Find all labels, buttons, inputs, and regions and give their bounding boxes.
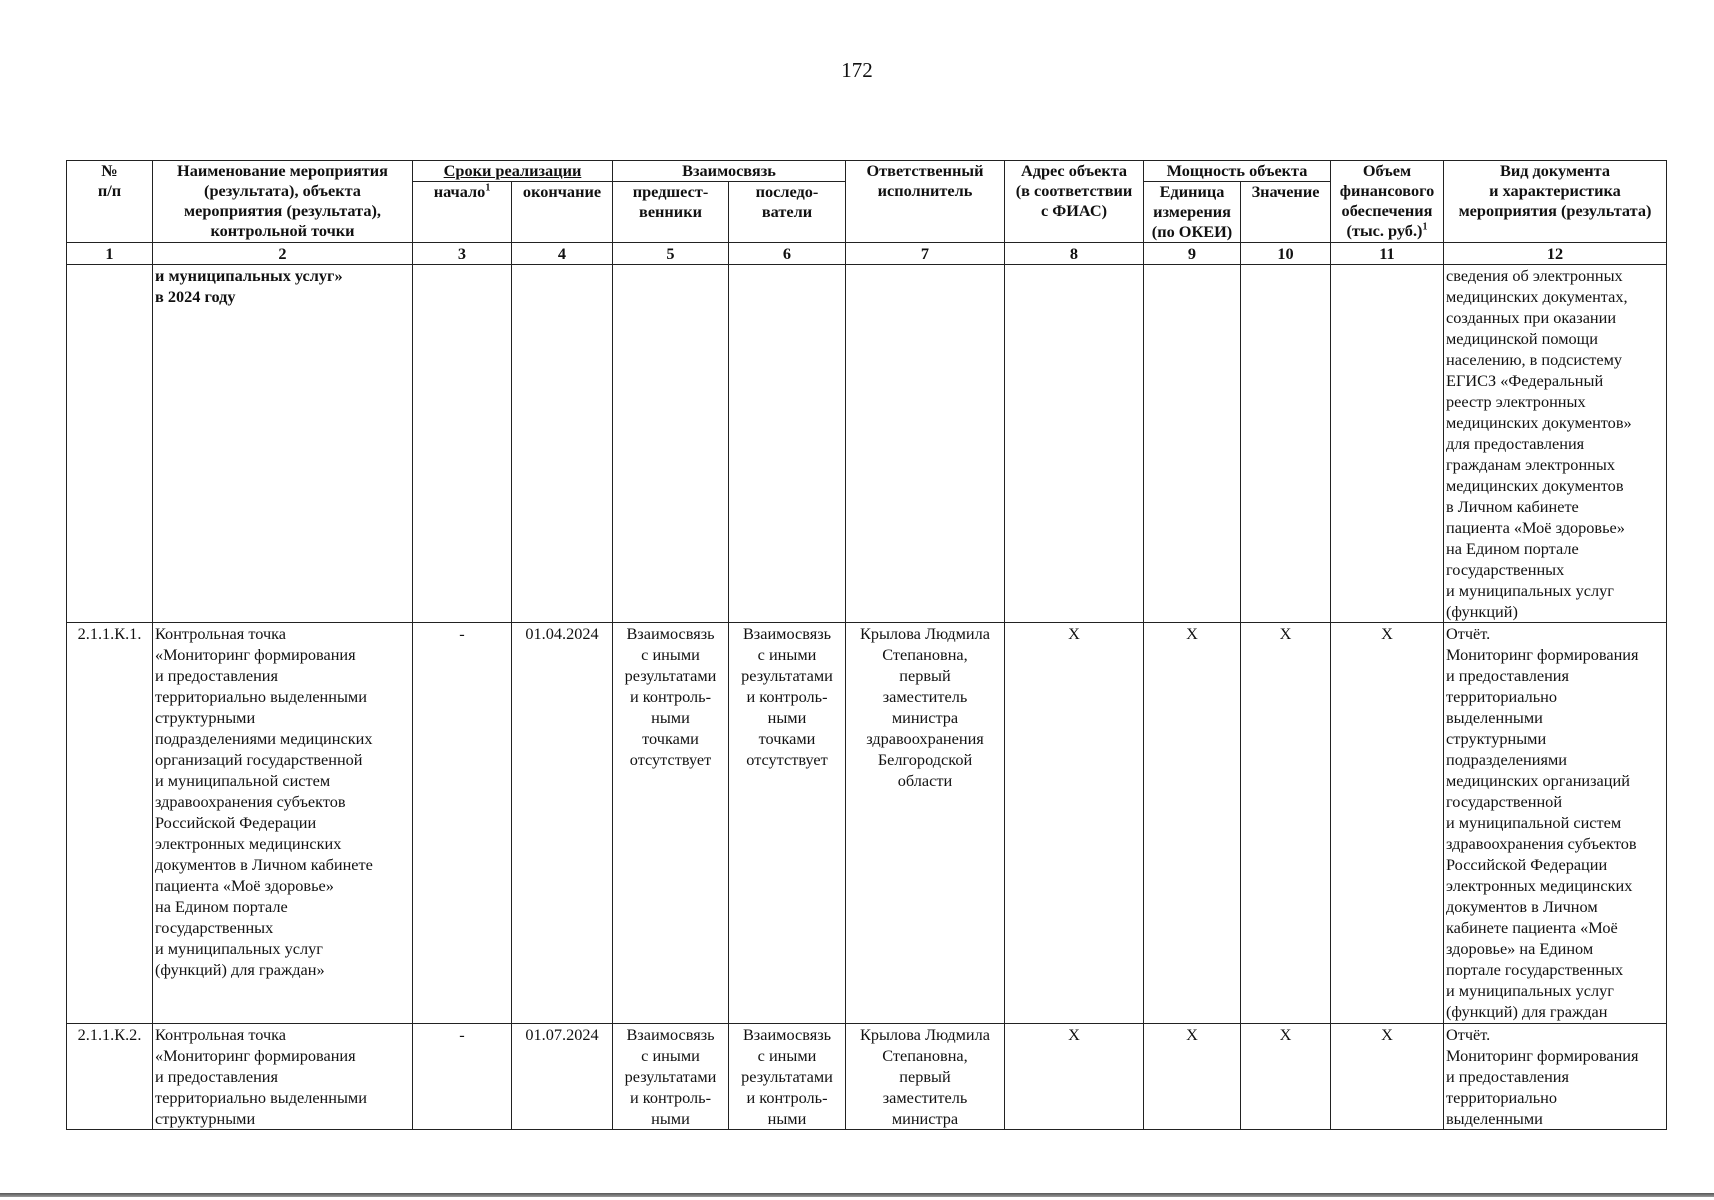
- header-row: [67, 161, 1667, 182]
- header-activity-name: Наименование мероприятия (результата), объекта мероприятия (результата), контрольной точки: [153, 161, 413, 243]
- column-number: 4: [512, 243, 613, 265]
- header-capacity-unit: Единица измерения (по ОКЕИ): [1144, 182, 1241, 243]
- row-number: 2.1.1.К.1.: [67, 623, 153, 1024]
- header-finance-footnote: 1: [1422, 221, 1428, 233]
- term-end: 01.04.2024: [512, 623, 613, 1024]
- header-relation: Взаимосвязь: [613, 161, 846, 182]
- column-number: 7: [846, 243, 1005, 265]
- term-start: -: [413, 1024, 512, 1130]
- header-term-start-label: начало: [433, 182, 486, 201]
- doc-type: Отчёт. Мониторинг формирования и предоставления территориально выделенными структурными подразделениями медицинских организаций государственной и муниципальной систем здравоохранения субъектов Российской Федерации электронных медицинских документов в Личном кабинете пациента «Моё здоровье» на Едином портале государственных и муниципальных услуг (функций) для граждан: [1444, 623, 1667, 1024]
- term-end: 01.07.2024: [512, 1024, 613, 1130]
- column-number: 6: [729, 243, 846, 265]
- term-end: [512, 265, 613, 623]
- header-address: Адрес объекта (в соответствии с ФИАС): [1005, 161, 1144, 243]
- relation-prev: [613, 265, 729, 623]
- column-number: 2: [153, 243, 413, 265]
- header-finance-label: Объем финансового обеспечения (тыс. руб.): [1339, 161, 1435, 240]
- page-bottom-rule: [0, 1193, 1714, 1197]
- column-number: 3: [413, 243, 512, 265]
- activities-table: [66, 160, 1667, 1130]
- column-number: 5: [613, 243, 729, 265]
- capacity-value: X: [1241, 623, 1331, 1024]
- doc-type: Отчёт. Мониторинг формирования и предоставления территориально выделенными: [1444, 1024, 1667, 1130]
- header-term-start-footnote: 1: [485, 182, 491, 194]
- column-number: 1: [67, 243, 153, 265]
- relation-next: Взаимосвязь с иными результатами и контроль- ными: [729, 1024, 846, 1130]
- table-row: [67, 1024, 1667, 1130]
- address: X: [1005, 623, 1144, 1024]
- header-responsible: Ответственный исполнитель: [846, 161, 1005, 243]
- row-number: [67, 265, 153, 623]
- capacity-value: [1241, 265, 1331, 623]
- header-relation-prev: предшест- венники: [613, 182, 729, 243]
- relation-next: Взаимосвязь с иными результатами и контроль- ными точками отсутствует: [729, 623, 846, 1024]
- finance: X: [1331, 623, 1444, 1024]
- header-terms-label: Сроки реализации: [443, 161, 582, 180]
- capacity-value: X: [1241, 1024, 1331, 1130]
- capacity-unit: [1144, 265, 1241, 623]
- capacity-unit: X: [1144, 623, 1241, 1024]
- finance: [1331, 265, 1444, 623]
- header-term-start: [413, 182, 512, 243]
- relation-prev: Взаимосвязь с иными результатами и контроль- ными точками отсутствует: [613, 623, 729, 1024]
- header-doc-type: Вид документа и характеристика мероприятия (результата): [1444, 161, 1667, 243]
- column-numbers-row: [67, 243, 1667, 265]
- responsible: [846, 265, 1005, 623]
- column-number: 11: [1331, 243, 1444, 265]
- header-finance: [1331, 161, 1444, 243]
- responsible: Крылова Людмила Степановна, первый заместитель министра: [846, 1024, 1005, 1130]
- activity-name: и муниципальных услуг» в 2024 году: [153, 265, 413, 623]
- address: [1005, 265, 1144, 623]
- relation-next: [729, 265, 846, 623]
- activity-name: Контрольная точка «Мониторинг формирования и предоставления территориально выделенными структурными: [153, 1024, 413, 1130]
- activity-name: Контрольная точка «Мониторинг формирования и предоставления территориально выделенными структурными подразделениями медицинских организаций государственной и муниципальной систем здравоохранения субъектов Российской Федерации электронных медицинских документов в Личном кабинете пациента «Моё здоровье» на Едином портале государственных и муниципальных услуг (функций) для граждан»: [153, 623, 413, 1024]
- row-number: 2.1.1.К.2.: [67, 1024, 153, 1130]
- finance: X: [1331, 1024, 1444, 1130]
- address: X: [1005, 1024, 1144, 1130]
- term-start: [413, 265, 512, 623]
- term-start: -: [413, 623, 512, 1024]
- column-number: 10: [1241, 243, 1331, 265]
- column-number: 12: [1444, 243, 1667, 265]
- column-number: 8: [1005, 243, 1144, 265]
- header-term-end: окончание: [512, 182, 613, 243]
- responsible: Крылова Людмила Степановна, первый заместитель министра здравоохранения Белгородской области: [846, 623, 1005, 1024]
- header-terms: [413, 161, 613, 182]
- relation-prev: Взаимосвязь с иными результатами и контроль- ными: [613, 1024, 729, 1130]
- capacity-unit: X: [1144, 1024, 1241, 1130]
- header-capacity-value: Значение: [1241, 182, 1331, 243]
- header-capacity: Мощность объекта: [1144, 161, 1331, 182]
- header-relation-next: последо- ватели: [729, 182, 846, 243]
- column-number: 9: [1144, 243, 1241, 265]
- table-row: [67, 265, 1667, 623]
- header-number: № п/п: [67, 161, 153, 243]
- doc-type: сведения об электронных медицинских документах, созданных при оказании медицинской помощи населению, в подсистему ЕГИСЗ «Федеральный реестр электронных медицинских документов» для предоставления гражданам электронных медицинских документов в Личном кабинете пациента «Моё здоровье» на Едином портале государственных и муниципальных услуг (функций): [1444, 265, 1667, 623]
- table-row: [67, 623, 1667, 1024]
- page-number: 172: [841, 58, 873, 82]
